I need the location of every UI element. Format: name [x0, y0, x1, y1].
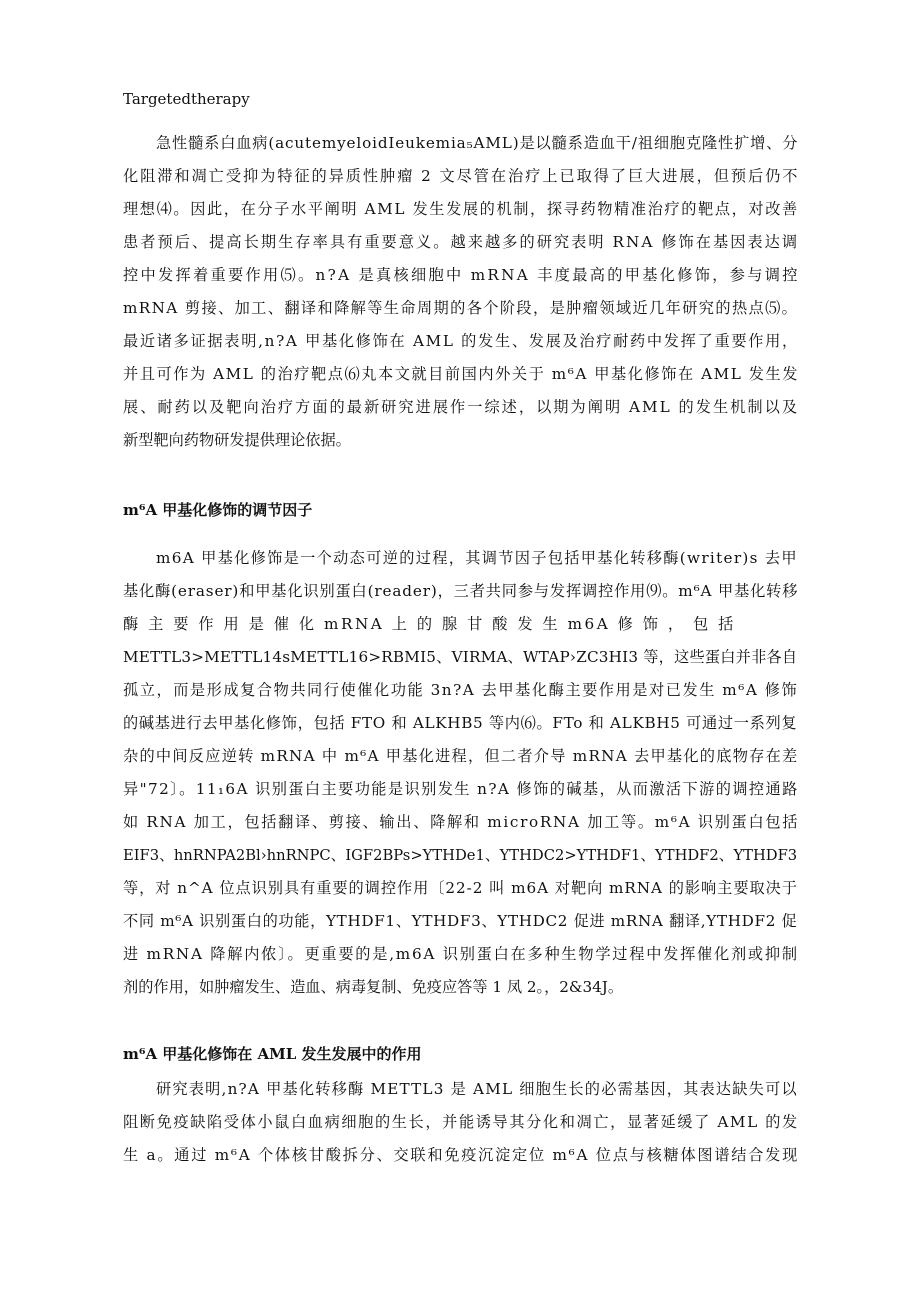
section-title: m⁶A 甲基化修饰在 AML 发生发展中的作用: [123, 1045, 422, 1063]
para2-line: METTL3>METTL14sMETTL16>RBMI5、VIRMA、WTAP›ZC3HI3 等，这些蛋白并非各自: [123, 648, 798, 666]
para1-line: 控中发挥着重要作用⑸。n?A 是真核细胞中 mRNA 丰度最高的甲基化修饰，参与调控: [123, 266, 800, 284]
section-title: m⁶A 甲基化修饰的调节因子: [123, 501, 313, 519]
para1-line: 展、耐药以及靶向治疗方面的最新研究进展作一综述，以期为阐明 AML 的发生机制以及: [123, 398, 800, 416]
para2-line: 不同 m⁶A 识别蛋白的功能，YTHDF1、YTHDF3、YTHDC2 促进 mRNA 翻译,YTHDF2 促: [123, 912, 798, 930]
para2-line: m6A 甲基化修饰是一个动态可逆的过程，其调节因子包括甲基化转移酶(writer)s 去甲: [156, 549, 798, 567]
para2-line: 等，对 n^A 位点识别具有重要的调控作用〔22-2 叫 m6A 对靶向 mRNA 的影响主要取决于: [123, 879, 798, 897]
para1-line: mRNA 剪接、加工、翻译和降解等生命周期的各个阶段，是肿瘤领域近几年研究的热点⑸。: [123, 299, 799, 317]
para2-line: 杂的中间反应逆转 mRNA 中 m⁶A 甲基化进程，但二者介导 mRNA 去甲基化的底物存在差: [123, 747, 799, 765]
para3-line: 研究表明,n?A 甲基化转移酶 METTL3 是 AML 细胞生长的必需基因，其表达缺失可以: [156, 1080, 798, 1098]
para3-line: 阻断免疫缺陷受体小鼠白血病细胞的生长，并能诱导其分化和凋亡，显著延缓了 AML 的发: [123, 1113, 799, 1131]
para1-line: 化阻滞和凋亡受抑为特征的异质性肿瘤 2 文尽管在治疗上已取得了巨大进展，但预后仍不: [123, 167, 800, 185]
para1-line: 理想⑷。因此，在分子水平阐明 AML 发生发展的机制，探寻药物精准治疗的靶点，对改善: [123, 200, 799, 218]
top-heading: Targetedtherapy: [123, 90, 250, 108]
para2-line: 孤立，而是形成复合物共同行使催化功能 3n?A 去甲基化酶主要作用是对已发生 m⁶A 修饰: [123, 681, 799, 699]
para1-line: 急性髓系白血病(acutemyeloidIeukemia₅AML)是以髓系造血干/祖细胞克隆性扩增、分: [156, 134, 799, 152]
para3-line: 生 a。通过 m⁶A 个体核甘酸拆分、交联和免疫沉淀定位 m⁶A 位点与核糖体图谱结合发现: [123, 1146, 800, 1164]
para2-line: 酶 主 要 作 用 是 催 化 mRNA 上 的 腺 甘 酸 发 生 m6A 修 饰 ， 包 括: [123, 615, 736, 633]
para2-line: 进 mRNA 降解内侬〕。更重要的是,m6A 识别蛋白在多种生物学过程中发挥催化剂或抑制: [123, 945, 799, 963]
para2-line: EIF3、hnRNPA2Bl›hnRNPC、IGF2BPs>YTHDe1、YTHDC2>YTHDF1、YTHDF2、YTHDF3: [123, 846, 798, 864]
para2-line: 的碱基进行去甲基化修饰，包括 FTO 和 ALKHB5 等内⑹。FTo 和 ALKBH5 可通过一系列复: [123, 714, 798, 732]
para1-line: 并且可作为 AML 的治疗靶点⑹丸本文就目前国内外关于 m⁶A 甲基化修饰在 AML 发生发: [123, 365, 799, 383]
para2-line: 基化酶(eraser)和甲基化识别蛋白(reader)，三者共同参与发挥调控作用⑼。m⁶A 甲基化转移: [123, 582, 799, 600]
para2-line: 如 RNA 加工，包括翻译、剪接、输出、降解和 microRNA 加工等。m⁶A 识别蛋白包括: [123, 813, 800, 831]
para2-line: 异"72〕。11₁6A 识别蛋白主要功能是识别发生 n?A 修饰的碱基，从而激活下游的调控通路: [123, 780, 799, 798]
para2-line: 剂的作用，如肿瘤发生、造血、病毒复制、免疫应答等 1 凤 2。，2&34J。: [123, 978, 624, 996]
para1-line: 新型靶向药物研发提供理论依据。: [123, 431, 351, 449]
para1-line: 最近诸多证据表明,n?A 甲基化修饰在 AML 的发生、发展及治疗耐药中发挥了重要作用，: [123, 332, 799, 350]
para1-line: 患者预后、提高长期生存率具有重要意义。越来越多的研究表明 RNA 修饰在基因表达调: [123, 233, 800, 251]
